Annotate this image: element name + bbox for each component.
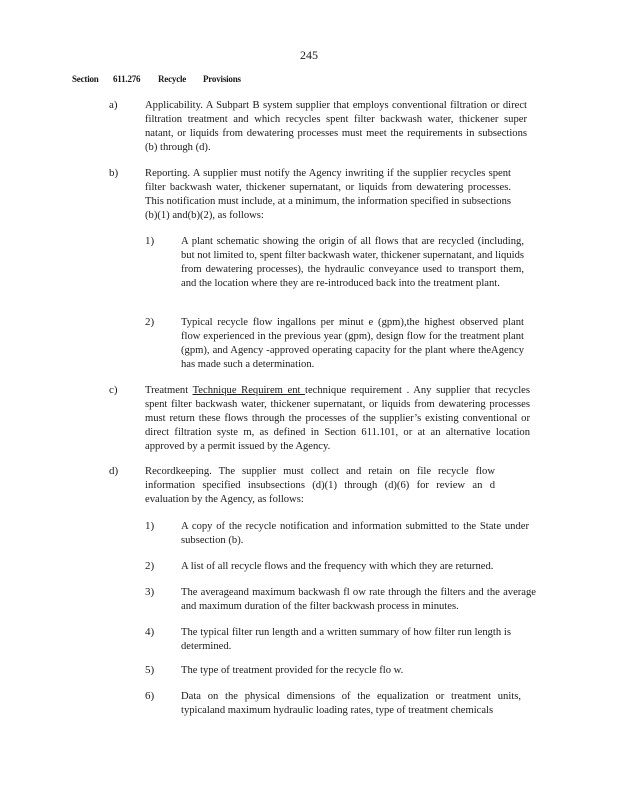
item-d5-text: The type of treatment provided for the recycle flo w. [181, 665, 404, 676]
section-title-word-1: Recycle [158, 74, 187, 84]
item-d1-text: A copy of the recycle notification and information submitted to the State under subsection (b). [181, 521, 529, 546]
item-c-label: c) [109, 384, 118, 396]
item-d4-label: 4) [145, 626, 155, 638]
item-d2-label: 2) [145, 560, 155, 572]
item-b2-text: Typical recycle flow ingallons per minut e (gpm),the highest observed plant flow experienced in the previous year (gpm), design flow for the treatment plant (gpm), and Agency -approved operating capacity for the plant where theAgency has made such a determination. [181, 317, 524, 370]
item-c-text [145, 384, 530, 454]
section-number: 611.276 [113, 74, 141, 84]
item-b2-label: 2) [145, 316, 155, 328]
item-d-label: d) [109, 465, 119, 477]
item-d4-text: The typical filter run length and a written summary of how filter run length is determined. [181, 627, 511, 652]
item-a-text: Applicability. A Subpart B system supplier that employs conventional filtration or direct filtration treatment and which recycles spent filter backwash water, thickener super natant, or liquids from dewatering processes must meet the requirements in subsections (b) through (d). [145, 100, 527, 153]
item-d6-label: 6) [145, 690, 155, 702]
item-b-label: b) [109, 167, 119, 179]
item-d6-text: Data on the physical dimensions of the equalization or treatment units, typicaland maximum hydraulic loading rates, type of treatment chemicals [181, 691, 521, 716]
item-d1-label: 1) [145, 520, 155, 532]
item-d3-text: The averageand maximum backwash fl ow rate through the filters and the average and maximum duration of the filter backwash process in minutes. [181, 587, 536, 612]
item-b-text: Reporting. A supplier must notify the Agency inwriting if the supplier recycles spent filter backwash water, thickener supernatant, or liquids from dewatering processes. This notification must include, at a minimum, the information specified in subsections (b)(1) and(b)(2), as follows: [145, 168, 511, 221]
section-heading-label: Section [72, 74, 99, 84]
item-c-lead: Treatment [145, 385, 193, 396]
item-b1-label: 1) [145, 235, 155, 247]
item-d3-label: 3) [145, 586, 155, 598]
section-title-word-2: Provisions [203, 74, 241, 84]
item-c-body: technique requirement . Any supplier that recycles spent filter backwash water, thickener supernatant, or liquids from dewatering processes must return these flows through the processes of the supplier’s existing conventional or direct filtration syste m, as defined in Section 611.101, or at an alternative location approved by a permit issued by the Agency. [145, 385, 530, 452]
item-c-underlined: Technique Requirem ent [192, 385, 306, 396]
item-d-text: Recordkeeping. The supplier must collect and retain on file recycle flow information specified insubsections (d)(1) through (d)(6) for review an d evaluation by the Agency, as follows: [145, 466, 495, 505]
page-number: 245 [300, 48, 318, 62]
item-d5-label: 5) [145, 664, 155, 676]
item-a-label: a) [109, 99, 118, 111]
item-b1-text: A plant schematic showing the origin of all flows that are recycled (including, but not limited to, spent filter backwash water, thickener supernatant, and liquids from dewatering processes), the hydraulic conveyance used to transport them, and the location where they are re-introduced back into the treatment plant. [181, 236, 524, 289]
item-d2-text: A list of all recycle flows and the frequency with which they are returned. [181, 561, 494, 572]
